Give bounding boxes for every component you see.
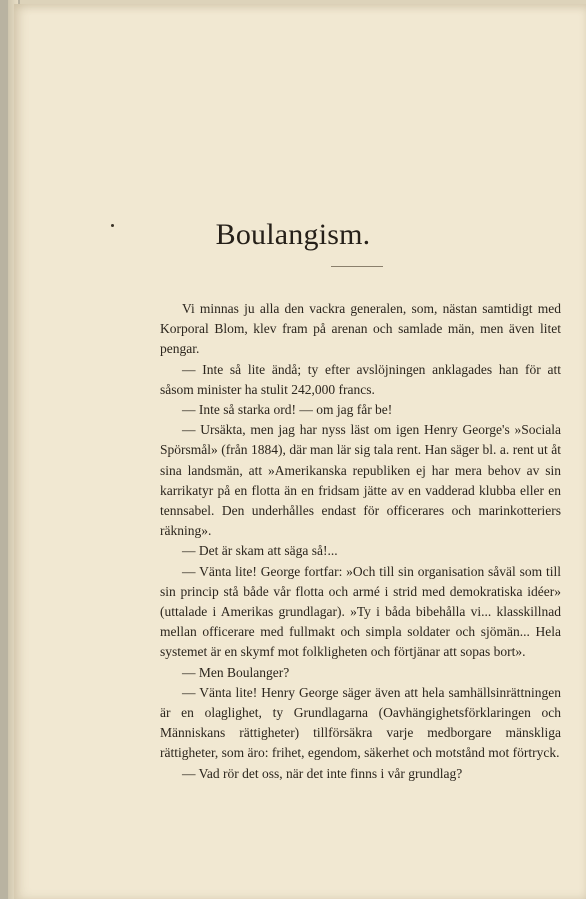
paragraph: — Ursäkta, men jag har nyss läst om igen Henry George's »Sociala Spörsmål» (från 1884), där man lär sig tala rent. Han säger bl. a. rent ut åt sina landsmän, att »Amerikanska republiken ej har mera behov av sin karrikatyr på en flotta än en fridsam jätte av en vadderad klubba eller en tennsabel. Den underhålles endast för officerares och marinkotteriers räkning».	[160, 422, 561, 539]
paragraph: — Det är skam att säga så!...	[182, 543, 338, 559]
paragraph: — Vänta lite! George fortfar: »Och till sin organisation såväl som till sin princip stå både vår flotta och armé i strid med demokratiska idéer» (uttalade i Amerikas grundlagar). »Ty i båda bibehålla vi... klasskillnad mellan officerare med fullmakt och simpla soldater och sjömän... Hela systemet är en skymf mot folkligheten och förtjänar att sopas bort».	[160, 563, 561, 660]
paragraph: — Vad rör det oss, när det inte finns i vår grundlag?	[182, 765, 463, 781]
paragraph: — Men Boulanger?	[182, 664, 290, 680]
body-text	[160, 299, 561, 784]
page-title: Boulangism.	[215, 218, 371, 251]
paragraph: — Vänta lite! Henry George säger även att hela samhällsinrättningen är en olaglighet, ty Grundlagarna (Oavhängighetsförklaringen och Människans rättigheter) tillförsäkra varje medborgare mänskliga rättigheter, som äro: frihet, egendom, säkerhet och motstånd mot förtryck.	[160, 684, 561, 761]
title-rule	[331, 266, 383, 267]
paragraph: — Inte så lite ändå; ty efter avslöjningen anklagades han för att såsom minister ha stulit 242,000 francs.	[160, 361, 561, 397]
paragraph: Vi minnas ju alla den vackra generalen, som, nästan samtidigt med Korporal Blom, klev fram på arenan och samlade män, men även litet pengar.	[160, 301, 561, 357]
paragraph: — Inte så starka ord! — om jag får be!	[182, 402, 393, 418]
